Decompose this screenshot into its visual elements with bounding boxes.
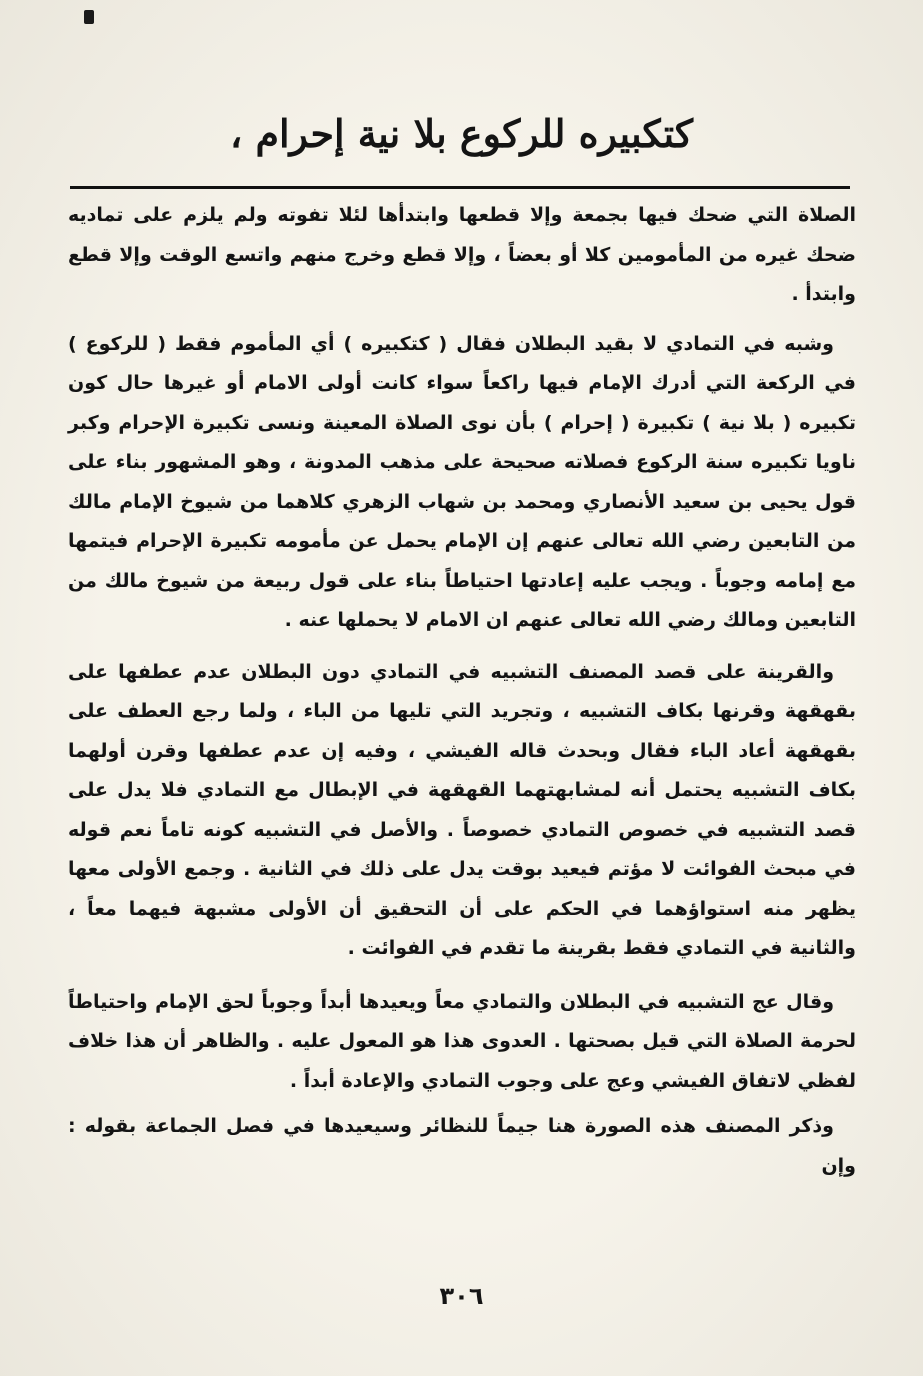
paragraph-3: والقرينة على قصد المصنف التشبيه في التمادي دون البطلان عدم عطفها على بقهقهة وقرنها بكاف التشبيه ، وتجريد التي تليها من الباء ، ولما رجع العطف على بقهقهة أعاد الباء فقال وبحدث قاله الفيشي ، وفيه إن عدم عطفها وقرن أولهما بكاف التشبيه يحتمل أنه لمشابهتهما القهقهة في الإبطال مع التمادي فلا يدل على قصد التشبيه في خصوص التمادي خصوصاً . والأصل في التشبيه كونه تاماً نعم قوله في مبحث الفوائت لا مؤتم فيعيد بوقت يدل على ذلك في الثانية . وجمع الأولى معها يظهر منه استواؤهما في الحكم على أن التحقيق أن الأولى مشبهة فيهما معاً ، والثانية في التمادي فقط بقرينة ما تقدم في الفوائت . (68, 660, 856, 959)
paragraph-4: وقال عج التشبيه في البطلان والتمادي معاً ويعيدها أبداً وجوباً لحق الإمام واحتياطاً لحرمة الصلاة التي قيل بصحتها . العدوى هذا هو المعول عليه . والظاهر أن هذا خلاف لفظي لاتفاق الفيشي وعج على وجوب التمادي والإعادة أبداً . (68, 990, 856, 1092)
ink-mark (84, 10, 94, 24)
page-header (60, 104, 863, 174)
paragraph-1: الصلاة التي ضحك فيها بجمعة وإلا قطعها وابتدأها لئلا تفوته ولم يلزم على تماديه ضحك غيره من المأمومين كلا أو بعضاً ، وإلا قطع وخرج منهم واتسع الوقت وإلا قطع وابتدأ . (68, 204, 856, 305)
page-number: ٣٠٦ (439, 1282, 484, 1310)
paragraph-2: وشبه في التمادي لا بقيد البطلان فقال ( كتكبيره ) أي المأموم فقط ( للركوع ) في الركعة التي أدرك الإمام فيها راكعاً سواء كانت أولى الامام أو غيرها حال كون تكبيره ( بلا نية ) تكبيرة ( إحرام ) بأن نوى الصلاة المعينة ونسى تكبيرة الإحرام وكبر ناويا تكبيره سنة الركوع فصلاته صحيحة على مذهب المدونة ، وهو المشهور بناء على قول يحيى بن سعيد الأنصاري ومحمد بن شهاب الزهري كلاهما من شيوخ الإمام مالك من التابعين رضي الله تعالى عنهم إن الإمام يحمل عن مأمومه تكبيرة الإحرام فيتمها مع إمامه وجوباً . ويجب عليه إعادتها احتياطاً بناء على قول ربيعة من شيوخ مالك من التابعين ومالك رضي الله تعالى عنهم ان الامام لا يحملها عنه . (68, 332, 856, 631)
paragraph-5: وذكر المصنف هذه الصورة هنا جيماً للنظائر وسيعيدها في فصل الجماعة بقوله : وإن (68, 1115, 856, 1177)
header-rule (70, 186, 850, 189)
body-text (68, 196, 856, 1186)
running-title: كتكبيره للركوع بلا نية إحرام ، (229, 111, 694, 156)
